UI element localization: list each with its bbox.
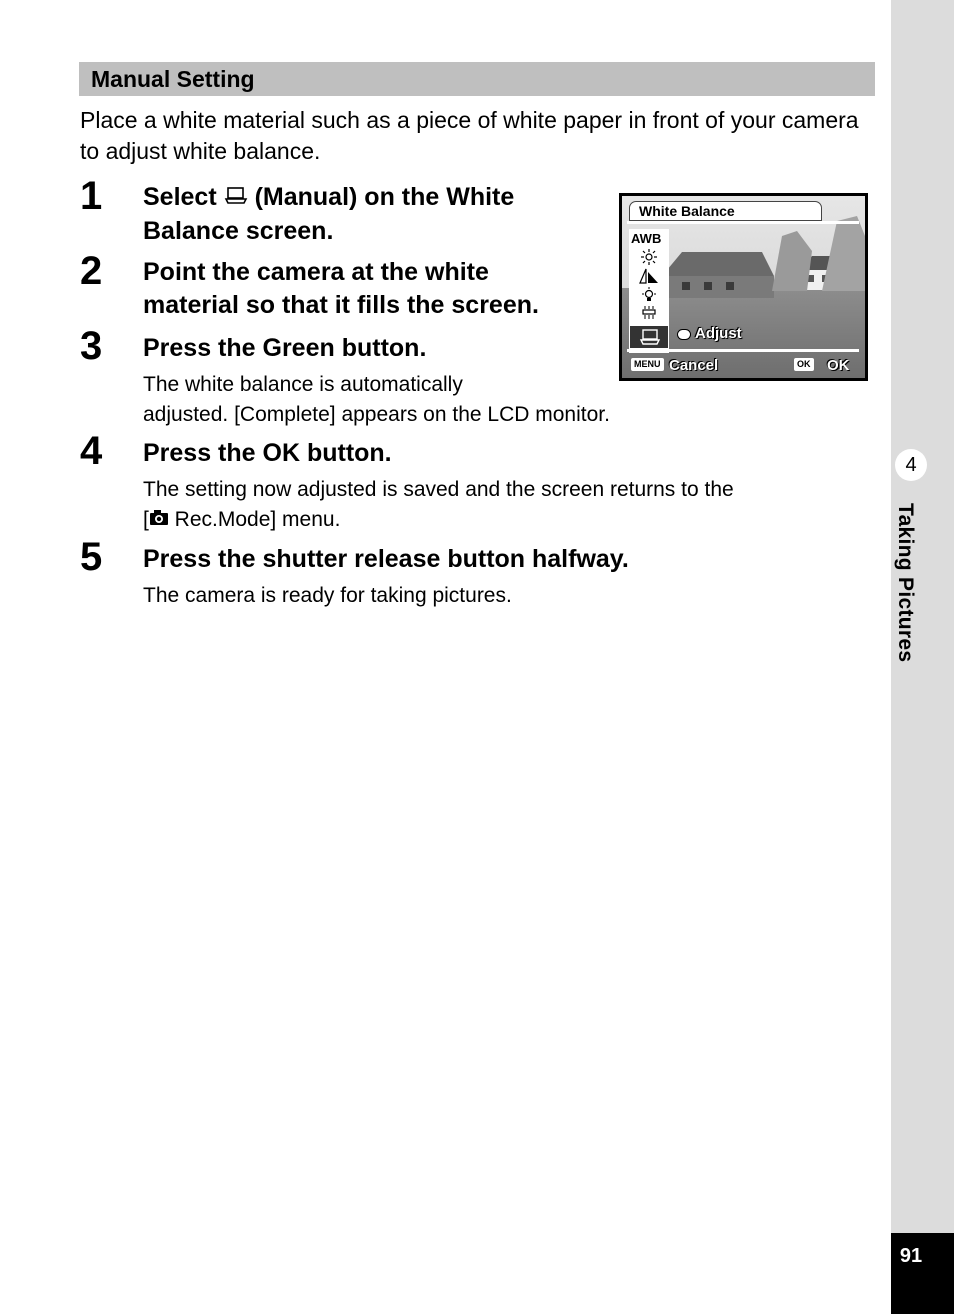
- lcd-ok-key: OK: [794, 358, 814, 371]
- lcd-footer: [619, 357, 862, 375]
- step-4-body-line1: The setting now adjusted is saved and the screen returns to the: [143, 478, 734, 501]
- lcd-ok-label: OK: [827, 357, 850, 374]
- lcd-wb-menu: [629, 229, 669, 353]
- lcd-awb-option: AWB: [631, 231, 662, 246]
- step-2-heading-line1: Point the camera at the white: [143, 258, 489, 286]
- daylight-icon: [641, 249, 657, 265]
- step-5-number: 5: [80, 535, 103, 579]
- step-1-number: 1: [80, 174, 103, 218]
- chapter-title: Taking Pictures: [894, 503, 917, 663]
- step-5-heading: Press the shutter release button halfway.: [143, 545, 629, 573]
- lcd-cancel-label: Cancel: [669, 357, 719, 374]
- step-2-heading: [143, 256, 539, 322]
- section-title: Manual Setting: [91, 66, 255, 92]
- lcd-manual-option-selected: [629, 325, 669, 349]
- green-button-icon: [677, 329, 691, 340]
- step-3-body-line1: The white balance is automatically: [143, 373, 463, 396]
- step-1-heading-pre: Select: [143, 183, 217, 211]
- lcd-adjust-label: Adjust: [695, 325, 742, 342]
- step-4-body-pre: [: [143, 508, 149, 531]
- step-3-number: 3: [80, 324, 103, 368]
- lcd-bottom-divider: [627, 349, 859, 352]
- lcd-tab: [629, 201, 822, 221]
- lcd-menu-key: MENU: [631, 358, 664, 371]
- camera-icon: [149, 505, 169, 535]
- step-4-body: [143, 475, 734, 535]
- step-1-heading: [143, 181, 514, 248]
- lcd-screen: [619, 193, 868, 381]
- step-3-heading: Press the Green button.: [143, 334, 427, 362]
- step-5-body: The camera is ready for taking pictures.: [143, 584, 512, 607]
- step-2-heading-line2: material so that it fills the screen.: [143, 291, 539, 319]
- tungsten-icon: [641, 287, 657, 303]
- step-1-heading-line2: Balance screen.: [143, 216, 334, 245]
- step-4-body-post: Rec.Mode] menu.: [168, 508, 341, 531]
- page-number-box: [891, 1233, 954, 1314]
- step-1-heading-post: (Manual) on the White: [254, 183, 515, 211]
- manual-wb-icon: [224, 182, 248, 215]
- lcd-top-divider: [627, 221, 859, 224]
- intro-text: Place a white material such as a piece of white paper in front of your camera to adjust white balance.: [80, 107, 859, 164]
- shade-icon: [638, 268, 660, 284]
- step-3-body-line2: adjusted. [Complete] appears on the LCD monitor.: [143, 403, 610, 426]
- step-4-number: 4: [80, 429, 103, 473]
- step-3-body: [143, 370, 610, 430]
- lcd-tab-label: White Balance: [639, 203, 735, 219]
- chapter-number: 4: [895, 449, 927, 481]
- step-2-number: 2: [80, 249, 103, 293]
- fluorescent-icon: [641, 305, 657, 321]
- page-number: 91: [899, 1245, 923, 1267]
- step-4-heading: Press the OK button.: [143, 439, 392, 467]
- manual-wb-icon: [639, 329, 661, 345]
- section-header: [79, 62, 875, 96]
